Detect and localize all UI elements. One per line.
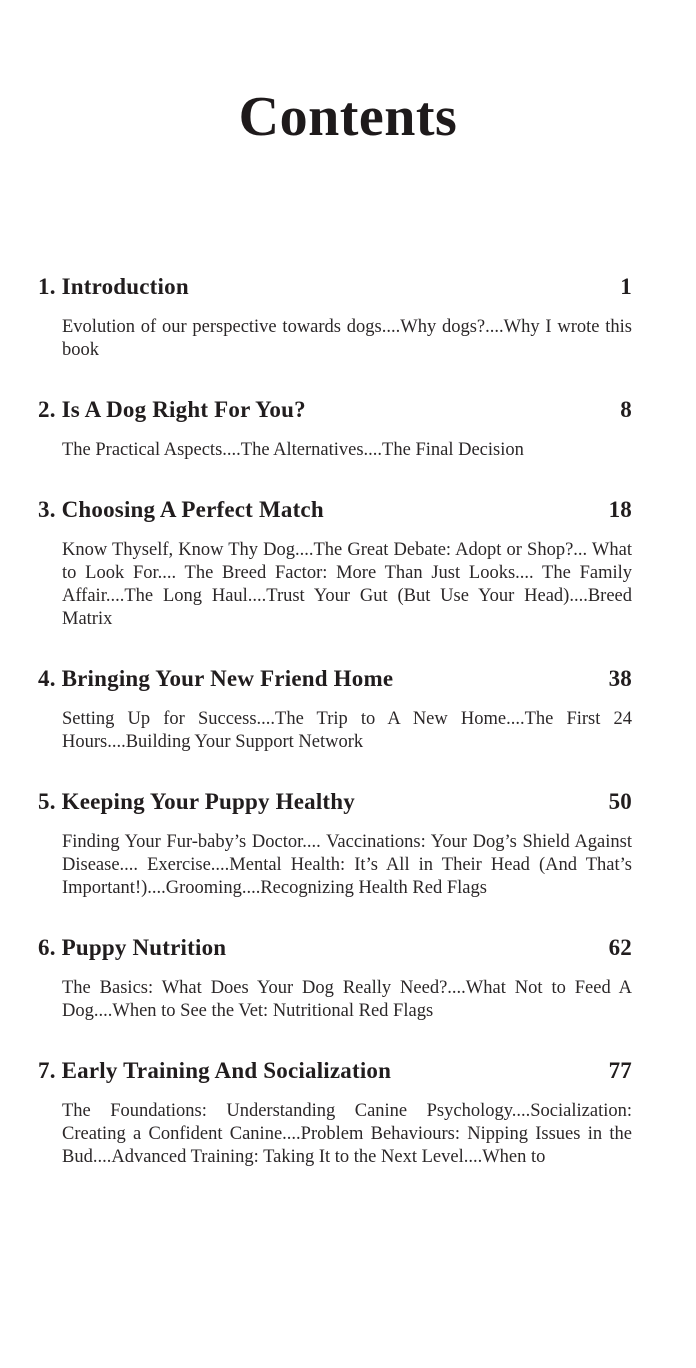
chapter-description: The Basics: What Does Your Dog Really Need?....What Not to Feed A Dog....When to See the Vet: Nutritional Red Flags: [62, 978, 632, 1021]
chapter-page-number: 8: [620, 397, 632, 422]
chapter-heading: [38, 664, 632, 694]
chapter-title: 1. Introduction: [38, 274, 189, 299]
chapter-heading: [38, 787, 632, 817]
chapter-description: Finding Your Fur-baby’s Doctor.... Vaccinations: Your Dog’s Shield Against Disease.... Exercise....Mental Health: It’s All in Their Head (And That’s Important!)....Grooming....Recognizing Health Red Flags: [62, 832, 632, 898]
toc-entry: [38, 395, 632, 462]
chapter-title: 3. Choosing A Perfect Match: [38, 497, 324, 522]
chapter-page-number: 50: [608, 789, 632, 814]
toc-page: [0, 88, 696, 1368]
chapter-description: The Practical Aspects....The Alternatives....The Final Decision: [62, 440, 524, 460]
chapter-heading: [38, 495, 632, 525]
toc-entry: [38, 272, 632, 362]
chapter-description: Setting Up for Success....The Trip to A New Home....The First 24 Hours....Building Your Support Network: [62, 709, 632, 752]
chapter-title: 2. Is A Dog Right For You?: [38, 397, 306, 422]
chapter-title: 6. Puppy Nutrition: [38, 935, 227, 960]
chapter-description: The Foundations: Understanding Canine Psychology....Socialization: Creating a Confident Canine....Problem Behaviours: Nipping Issues in the Bud....Advanced Training: Taking It to the Next Level....When to: [62, 1101, 632, 1167]
chapter-page-number: 62: [608, 935, 632, 960]
chapter-heading: [38, 933, 632, 963]
toc-entry: [38, 495, 632, 631]
chapter-title: 5. Keeping Your Puppy Healthy: [38, 789, 355, 814]
toc-entries: [38, 272, 632, 1169]
chapter-title: 7. Early Training And Socialization: [38, 1058, 392, 1083]
toc-entry: [38, 933, 632, 1023]
chapter-page-number: 18: [608, 497, 632, 522]
chapter-page-number: 77: [608, 1058, 632, 1083]
toc-entry: [38, 787, 632, 900]
page-title: Contents: [238, 86, 458, 148]
chapter-description: Know Thyself, Know Thy Dog....The Great Debate: Adopt or Shop?... What to Look For.... The Breed Factor: More Than Just Looks.... The Family Affair....The Long Haul....Trust Your Gut (But Use Your Head)....Breed Matrix: [62, 540, 632, 629]
toc-entry: [38, 664, 632, 754]
toc-entry: [38, 1056, 632, 1169]
chapter-heading: [38, 272, 632, 302]
chapter-heading: [38, 395, 632, 425]
chapter-description: Evolution of our perspective towards dogs....Why dogs?....Why I wrote this book: [62, 317, 632, 360]
chapter-heading: [38, 1056, 632, 1086]
chapter-title: 4. Bringing Your New Friend Home: [38, 666, 394, 691]
chapter-page-number: 38: [608, 666, 632, 691]
chapter-page-number: 1: [620, 274, 632, 299]
